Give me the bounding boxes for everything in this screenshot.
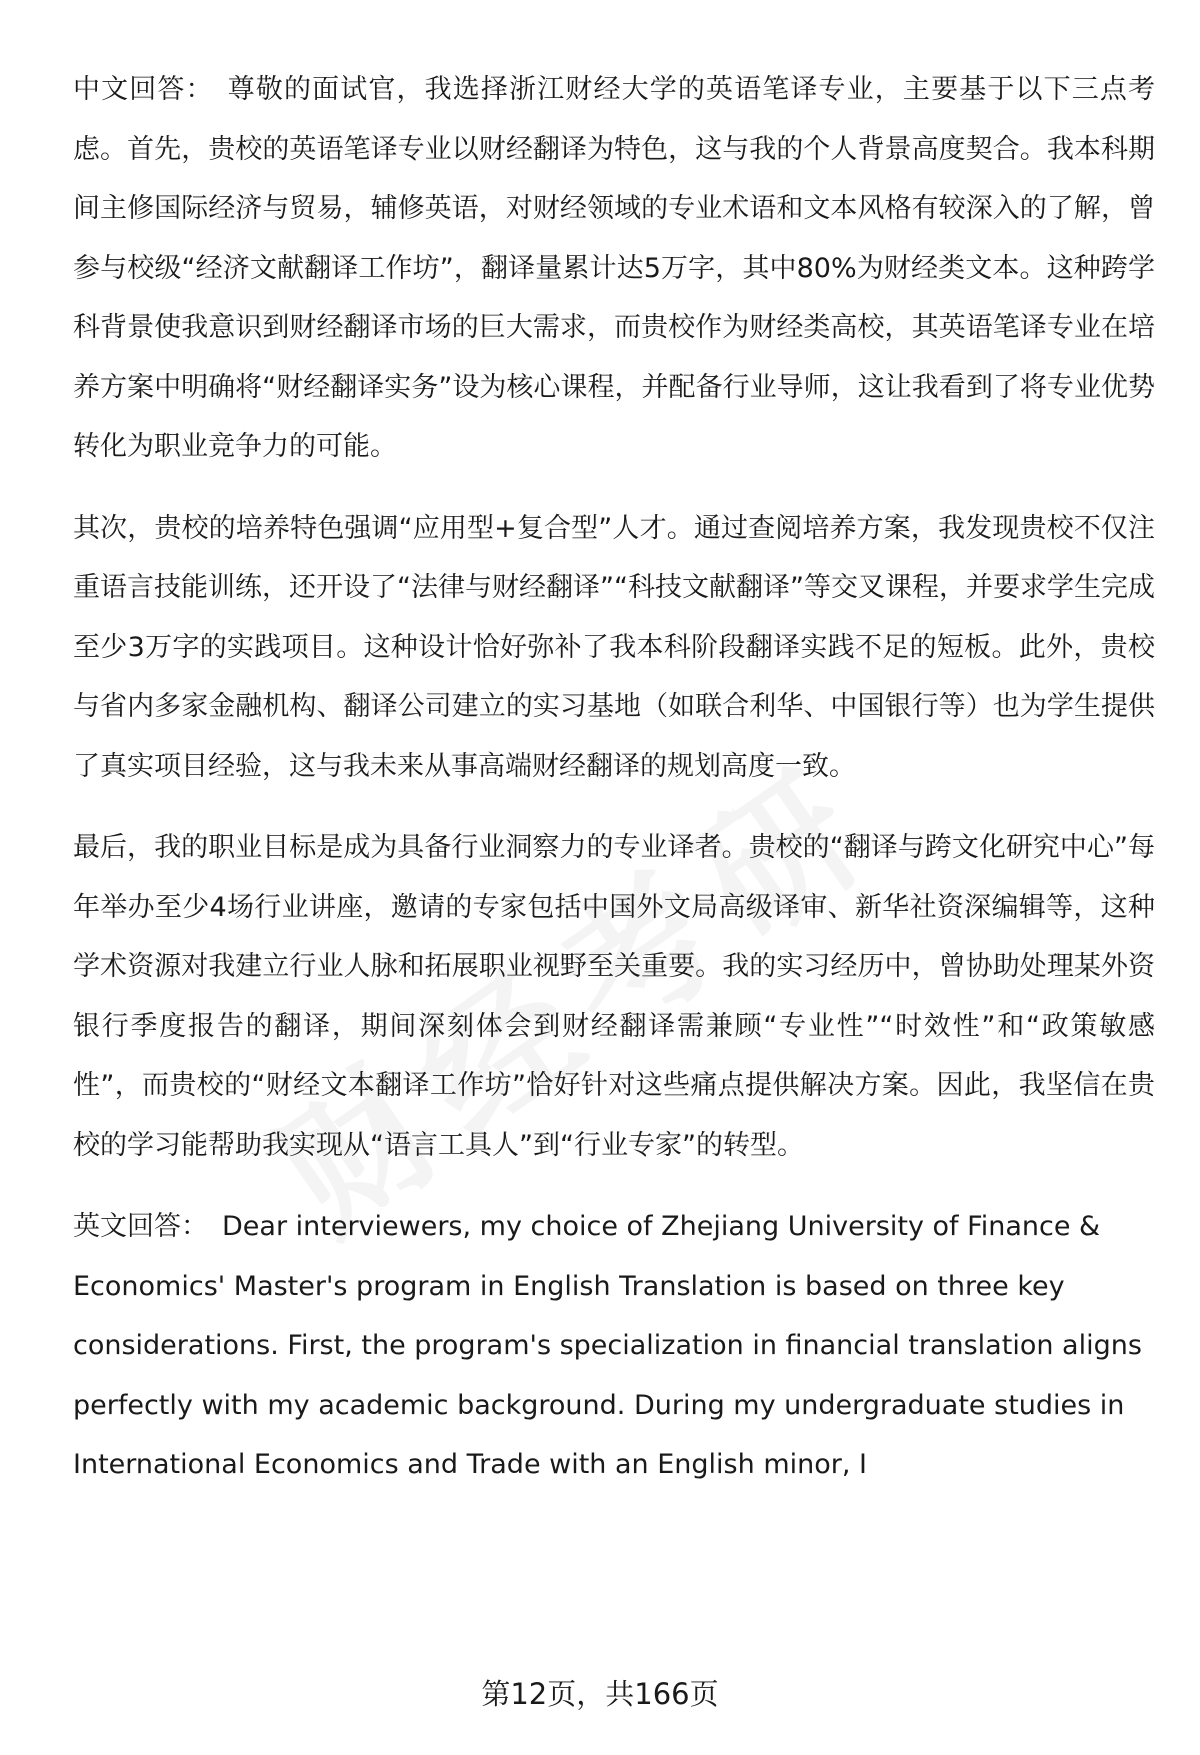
paragraph-text: 尊敬的面试官，我选择浙江财经大学的英语笔译专业，主要基于以下三点考虑。首先，贵校的英语笔译专业以财经翻译为特色，这与我的个人背景高度契合。我本科期间主修国际经济与贸易，辅修英语，对财经领域的专业术语和文本风格有较深入的了解，曾参与校级“经济文献翻译工作坊”，翻译量累计达5万字，其中80%为财经类文本。这种跨学科背景使我意识到财经翻译市场的巨大需求，而贵校作为财经类高校，其英语笔译专业在培养方案中明确将“财经翻译实务”设为核心课程，并配备行业导师，这让我看到了将专业优势转化为职业竞争力的可能。 — [73, 74, 1156, 462]
paragraph-chinese-answer-3 — [73, 818, 1155, 1175]
paragraph-text: 其次，贵校的培养特色强调“应用型+复合型”人才。通过查阅培养方案，我发现贵校不仅注重语言技能训练，还开设了“法律与财经翻译”“科技文献翻译”等交叉课程，并要求学生完成至少3万字的实践项目。这种设计恰好弥补了我本科阶段翻译实践不足的短板。此外，贵校与省内多家金融机构、翻译公司建立的实习基地（如联合利华、中国银行等）也为学生提供了真实项目经验，这与我未来从事高端财经翻译的规划高度一致。 — [73, 512, 1155, 782]
page-number-footer: 第12页，共166页 — [481, 1677, 719, 1711]
document-body — [73, 60, 1155, 1495]
paragraph-text: Dear interviewers, my choice of Zhejiang University of Finance & Economics' Master's program in English Translation is based on three key considerations. First, the program's specialization in financial translation aligns perfectly with my academic background. During my undergraduate studies in International Economics and Trade with an English minor, I — [73, 1211, 1142, 1480]
chinese-answer-label: 中文回答： — [73, 74, 214, 105]
paragraph-english-answer — [73, 1197, 1155, 1495]
paragraph-text: 最后，我的职业目标是成为具备行业洞察力的专业译者。贵校的“翻译与跨文化研究中心”每年举办至少4场行业讲座，邀请的专家包括中国外文局高级译审、新华社资深编辑等，这种学术资源对我建立行业人脉和拓展职业视野至关重要。我的实习经历中，曾协助处理某外资银行季度报告的翻译，期间深刻体会到财经翻译需兼顾“专业性”“时效性”和“政策敏感性”，而贵校的“财经文本翻译工作坊”恰好针对这些痛点提供解决方案。因此，我坚信在贵校的学习能帮助我实现从“语言工具人”到“行业专家”的转型。 — [73, 832, 1155, 1161]
paragraph-chinese-answer-1 — [73, 60, 1155, 477]
english-answer-label: 英文回答： — [73, 1211, 208, 1242]
paragraph-chinese-answer-2 — [73, 499, 1155, 797]
